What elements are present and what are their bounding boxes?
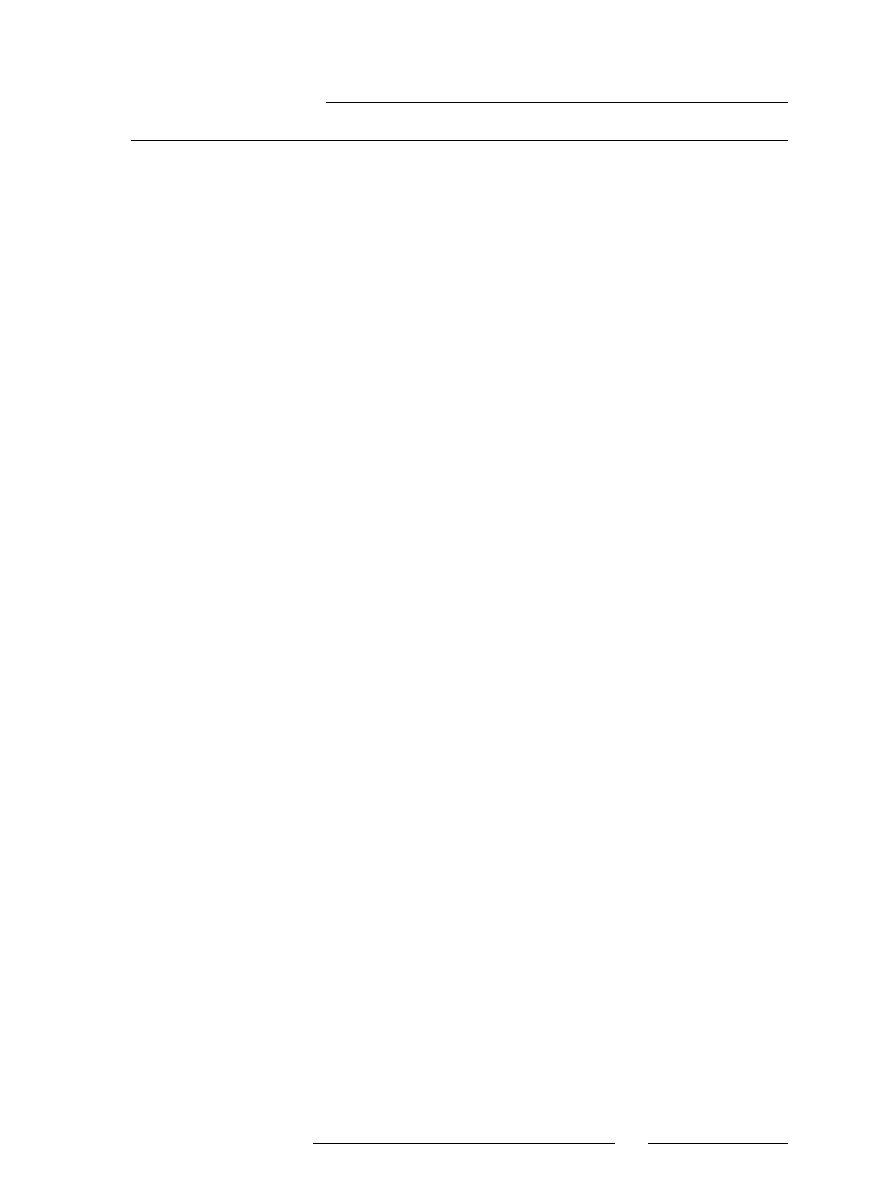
phone-underline xyxy=(648,1143,788,1144)
representative-underline xyxy=(313,1143,615,1144)
